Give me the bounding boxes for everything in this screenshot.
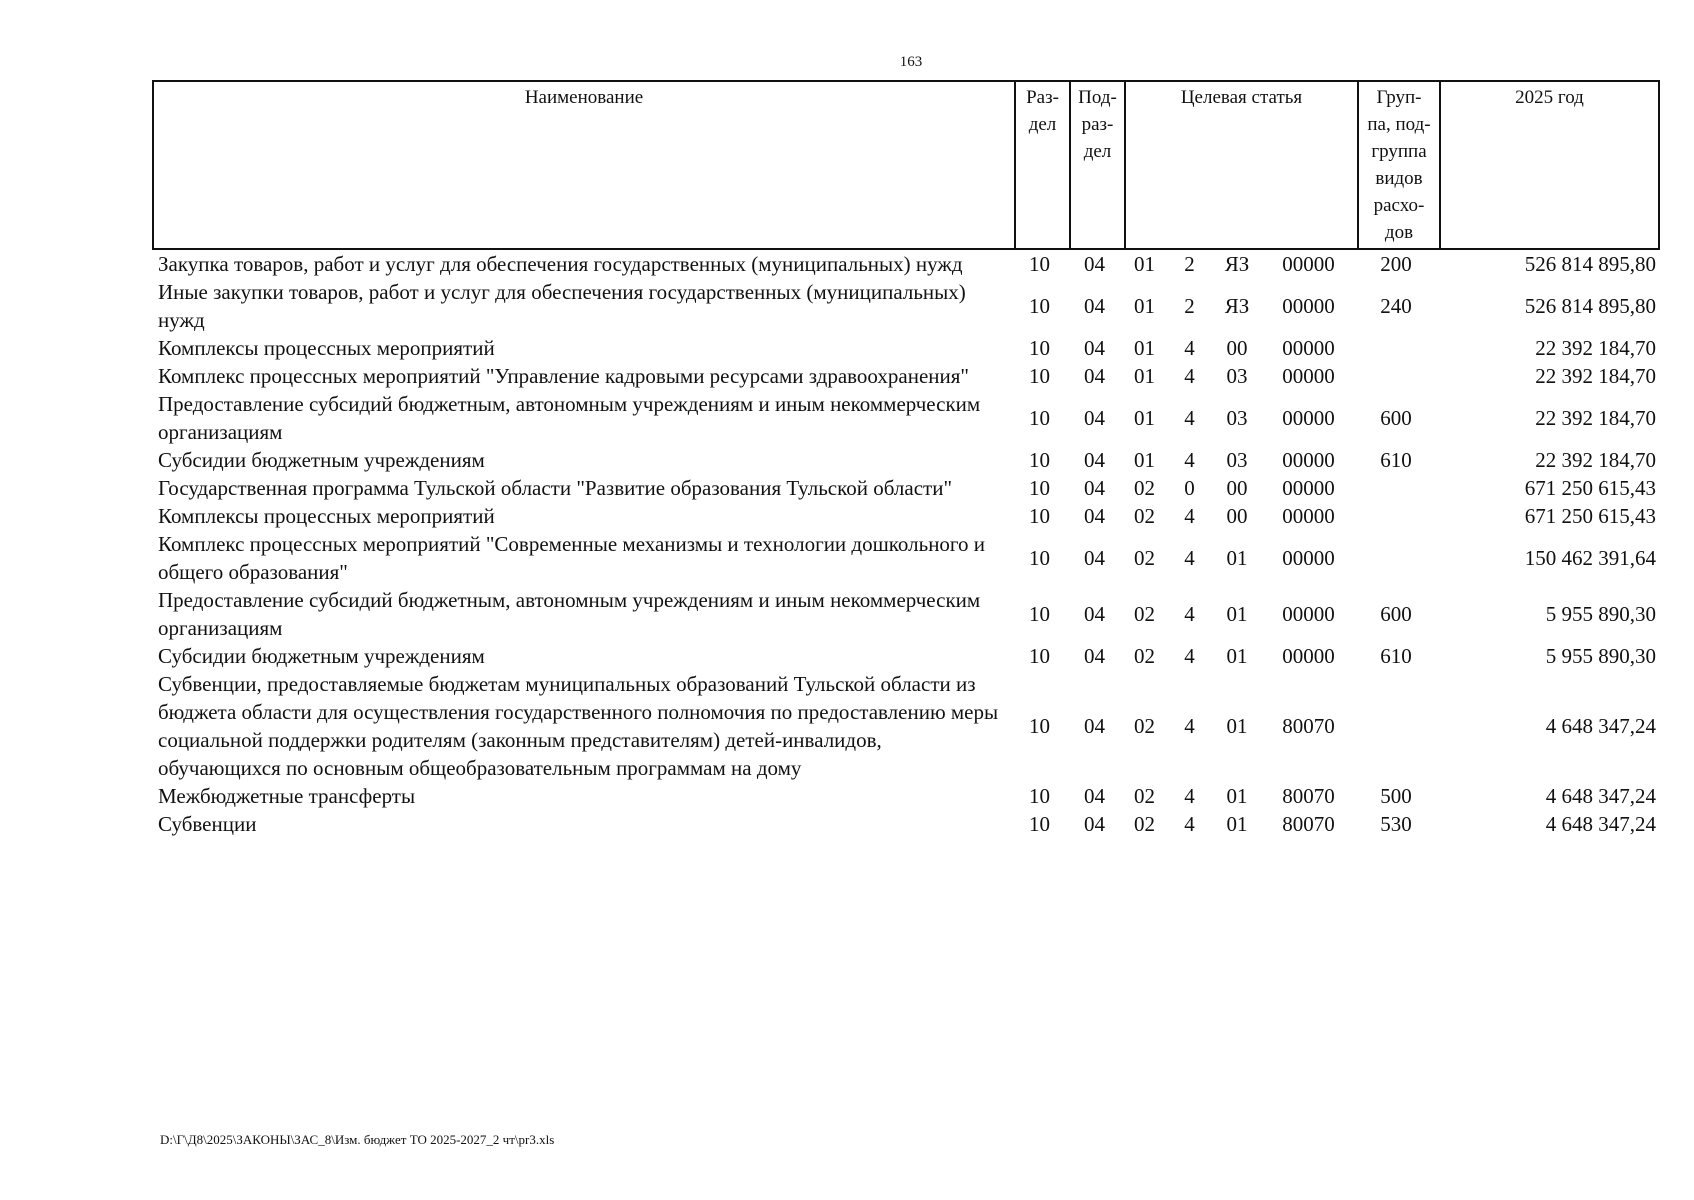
row-target-1: 01 [1134,364,1155,388]
row-target-3: 01 [1226,602,1248,626]
row-razdel: 10 [1029,644,1050,668]
row-target-4: 00000 [1282,406,1335,430]
row-name: Закупка товаров, работ и услуг для обеспечения государственных (муниципальных) нужд [158,252,963,276]
row-name: Субвенции [158,812,257,836]
table-body [152,250,1660,838]
row-name: Комплексы процессных мероприятий [158,336,495,360]
table-row [152,334,1660,362]
table-row [152,670,1660,782]
row-target-2: 0 [1184,476,1195,500]
row-podrazdel: 04 [1084,336,1105,360]
row-group: 610 [1380,448,1412,472]
table-row [152,250,1660,278]
row-razdel: 10 [1029,252,1050,276]
row-target-4: 00000 [1282,364,1335,388]
row-target-1: 01 [1134,406,1155,430]
row-podrazdel: 04 [1084,644,1105,668]
row-razdel: 10 [1029,784,1050,808]
row-razdel: 10 [1029,448,1050,472]
row-amount: 22 392 184,70 [1535,448,1656,472]
row-target-2: 4 [1184,714,1195,738]
row-name: Государственная программа Тульской области "Развитие образования Тульской области" [158,476,953,500]
table-row [152,390,1660,446]
row-razdel: 10 [1029,504,1050,528]
row-target-4: 00000 [1282,546,1335,570]
row-name: Комплекс процессных мероприятий "Современные механизмы и технологии дошкольного и общего образования" [158,532,986,584]
row-target-3: 01 [1226,546,1248,570]
row-amount: 526 814 895,80 [1524,252,1656,276]
row-name: Субвенции, предоставляемые бюджетам муниципальных образований Тульской области из бюджета области для осуществления государственного полномочия по предоставлению меры социальной поддержки родителям (законным представителям) детей-инвалидов, обучающихся по основным общеобразовательным программам на дому [158,672,999,780]
header-name: Наименование [524,87,644,108]
row-target-2: 2 [1184,252,1195,276]
row-target-2: 4 [1184,364,1195,388]
row-razdel: 10 [1029,364,1050,388]
table-row [152,446,1660,474]
table-row [152,586,1660,642]
row-group: 600 [1380,406,1412,430]
row-amount: 5 955 890,30 [1545,644,1656,668]
row-target-2: 4 [1184,504,1195,528]
row-amount: 22 392 184,70 [1535,406,1656,430]
row-target-1: 02 [1134,602,1155,626]
table-row [152,530,1660,586]
row-podrazdel: 04 [1084,252,1105,276]
row-group: 530 [1380,812,1412,836]
row-razdel: 10 [1029,714,1050,738]
row-razdel: 10 [1029,294,1050,318]
row-target-2: 4 [1184,644,1195,668]
row-target-4: 00000 [1282,476,1335,500]
table-row [152,810,1660,838]
row-target-4: 00000 [1282,448,1335,472]
header-year: 2025 год [1439,82,1658,248]
row-podrazdel: 04 [1084,812,1105,836]
row-target-1: 01 [1134,336,1155,360]
file-path-footer: D:\Г\Д8\2025\ЗАКОНЫ\ЗАС_8\Изм. бюджет ТО 2025-2027_2 чт\pr3.xls [160,1132,555,1147]
row-target-1: 01 [1134,448,1155,472]
table-row [152,502,1660,530]
row-podrazdel: 04 [1084,504,1105,528]
table-row [152,278,1660,334]
row-target-1: 02 [1134,812,1155,836]
row-group: 600 [1380,602,1412,626]
row-amount: 526 814 895,80 [1524,294,1656,318]
row-target-3: ЯЗ [1224,252,1250,276]
row-target-1: 02 [1134,784,1155,808]
row-target-4: 80070 [1282,812,1335,836]
table-row [152,782,1660,810]
row-target-4: 00000 [1282,336,1335,360]
row-target-1: 02 [1134,546,1155,570]
row-podrazdel: 04 [1084,602,1105,626]
row-amount: 5 955 890,30 [1545,602,1656,626]
row-target-3: 03 [1226,364,1248,388]
row-razdel: 10 [1029,476,1050,500]
row-name: Комплекс процессных мероприятий "Управление кадровыми ресурсами здравоохранения" [158,364,970,388]
row-target-3: 00 [1226,504,1248,528]
row-name: Субсидии бюджетным учреждениям [158,448,485,472]
table-row [152,362,1660,390]
row-target-2: 4 [1184,546,1195,570]
row-target-1: 01 [1134,252,1155,276]
row-podrazdel: 04 [1084,714,1105,738]
row-target-1: 01 [1134,294,1155,318]
row-target-4: 00000 [1282,644,1335,668]
row-amount: 4 648 347,24 [1545,784,1656,808]
row-target-3: 01 [1226,714,1248,738]
row-amount: 671 250 615,43 [1524,476,1656,500]
row-target-2: 4 [1184,602,1195,626]
row-target-4: 80070 [1282,714,1335,738]
row-amount: 671 250 615,43 [1524,504,1656,528]
row-target-2: 4 [1184,784,1195,808]
row-name: Иные закупки товаров, работ и услуг для обеспечения государственных (муниципальных) нужд [158,280,966,332]
table-row [152,474,1660,502]
row-target-4: 00000 [1282,294,1335,318]
row-razdel: 10 [1029,812,1050,836]
row-podrazdel: 04 [1084,448,1105,472]
header-podrazdel: Под- раз- дел [1069,82,1124,248]
row-target-3: 01 [1226,784,1248,808]
row-target-1: 02 [1134,714,1155,738]
row-target-2: 4 [1184,336,1195,360]
row-target-1: 02 [1134,644,1155,668]
row-name: Субсидии бюджетным учреждениям [158,644,485,668]
row-razdel: 10 [1029,406,1050,430]
row-name: Межбюджетные трансферты [158,784,416,808]
row-amount: 4 648 347,24 [1545,812,1656,836]
row-target-3: 01 [1226,644,1248,668]
row-razdel: 10 [1029,602,1050,626]
page-number: 163 [899,54,923,70]
row-group: 200 [1380,252,1412,276]
row-name: Комплексы процессных мероприятий [158,504,495,528]
row-target-3: 01 [1226,812,1248,836]
row-podrazdel: 04 [1084,546,1105,570]
row-target-3: 00 [1226,336,1248,360]
row-target-4: 80070 [1282,784,1335,808]
row-target-3: 03 [1226,448,1248,472]
row-name: Предоставление субсидий бюджетным, автономным учреждениям и иным некоммерческим организациям [158,588,981,640]
header-expense-group: Груп- па, под- группа видов расхо- дов [1357,82,1439,248]
row-amount: 4 648 347,24 [1545,714,1656,738]
row-amount: 22 392 184,70 [1535,364,1656,388]
row-target-4: 00000 [1282,504,1335,528]
row-target-3: 00 [1226,476,1248,500]
row-name: Предоставление субсидий бюджетным, автономным учреждениям и иным некоммерческим организациям [158,392,981,444]
row-target-3: ЯЗ [1224,294,1250,318]
row-group: 240 [1380,294,1412,318]
table-header [152,80,1660,250]
row-target-2: 4 [1184,448,1195,472]
row-target-4: 00000 [1282,252,1335,276]
row-target-2: 4 [1184,812,1195,836]
row-target-1: 02 [1134,476,1155,500]
row-podrazdel: 04 [1084,406,1105,430]
row-target-2: 2 [1184,294,1195,318]
budget-table [152,80,1660,838]
row-podrazdel: 04 [1084,784,1105,808]
row-group: 610 [1380,644,1412,668]
row-podrazdel: 04 [1084,476,1105,500]
row-razdel: 10 [1029,546,1050,570]
row-podrazdel: 04 [1084,294,1105,318]
row-razdel: 10 [1029,336,1050,360]
header-target-article: Целевая статья [1124,82,1357,248]
row-group: 500 [1380,784,1412,808]
row-amount: 150 462 391,64 [1524,546,1656,570]
header-razdel: Раз- дел [1014,82,1069,248]
row-target-4: 00000 [1282,602,1335,626]
table-row [152,642,1660,670]
row-target-3: 03 [1226,406,1248,430]
row-target-1: 02 [1134,504,1155,528]
row-amount: 22 392 184,70 [1535,336,1656,360]
row-podrazdel: 04 [1084,364,1105,388]
row-target-2: 4 [1184,406,1195,430]
